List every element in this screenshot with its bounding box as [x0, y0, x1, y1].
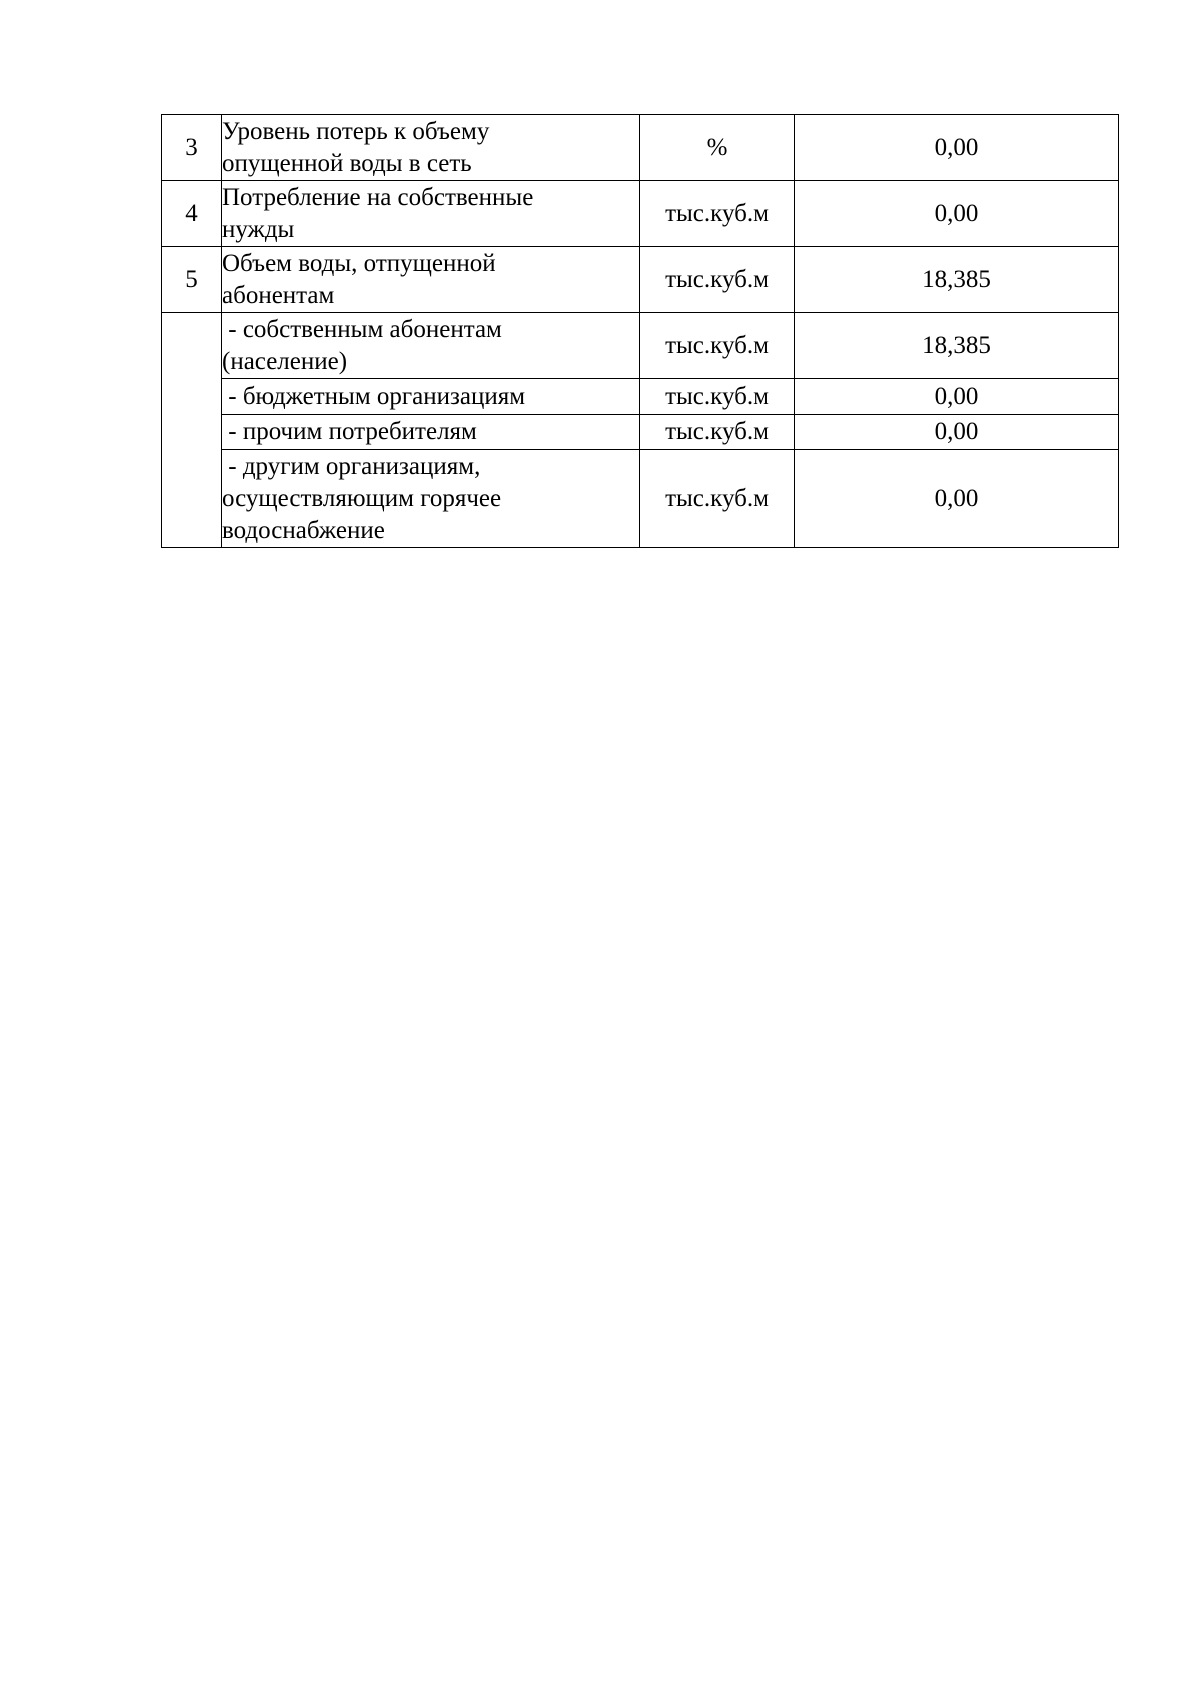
value-cell: 18,385	[795, 313, 1119, 379]
value-cell: 0,00	[795, 415, 1119, 450]
indicator-name	[222, 115, 640, 181]
unit-cell: %	[640, 115, 795, 181]
indicator-name-line: Объем воды, отпущенной	[222, 249, 496, 277]
subindicator-name-line: - собственным абонентам	[222, 315, 502, 343]
row-number: 3	[162, 115, 222, 181]
unit-cell: тыс.куб.м	[640, 450, 795, 548]
unit-cell: тыс.куб.м	[640, 247, 795, 313]
indicator-name-line: абонентам	[222, 281, 335, 309]
indicator-name	[222, 181, 640, 247]
water-balance-table	[161, 114, 1119, 548]
subindicator-name-line: (население)	[222, 347, 348, 375]
table-subrow	[162, 450, 1119, 548]
subindicator-name-line: водоснабжение	[222, 516, 385, 544]
unit-cell: тыс.куб.м	[640, 379, 795, 415]
row-number: 4	[162, 181, 222, 247]
value-cell: 0,00	[795, 181, 1119, 247]
indicator-name-line: Уровень потерь к объему	[222, 117, 490, 145]
indicator-name-line: опущенной воды в сеть	[222, 149, 472, 177]
unit-cell: тыс.куб.м	[640, 415, 795, 450]
value-cell: 0,00	[795, 115, 1119, 181]
unit-cell: тыс.куб.м	[640, 181, 795, 247]
table-subrow	[162, 379, 1119, 415]
indicator-name-line: нужды	[222, 215, 295, 243]
subindicator-name	[222, 313, 640, 379]
subindicator-name-line: осуществляющим горячее	[222, 484, 502, 512]
table-row	[162, 115, 1119, 181]
subindicator-name	[222, 415, 640, 450]
table-subrow	[162, 313, 1119, 379]
subindicator-name-line: - другим организациям,	[222, 452, 481, 480]
table-row	[162, 181, 1119, 247]
subindicator-name	[222, 379, 640, 415]
value-cell: 18,385	[795, 247, 1119, 313]
unit-cell: тыс.куб.м	[640, 313, 795, 379]
subindicator-name	[222, 450, 640, 548]
row-number: 5	[162, 247, 222, 313]
value-cell: 0,00	[795, 379, 1119, 415]
table-row	[162, 247, 1119, 313]
value-cell: 0,00	[795, 450, 1119, 548]
subindicator-name-line: - бюджетным организациям	[222, 382, 526, 410]
table-subrow	[162, 415, 1119, 450]
subindicator-name-line: - прочим потребителям	[222, 418, 477, 445]
indicator-name	[222, 247, 640, 313]
empty-number-cell	[162, 313, 222, 548]
indicator-name-line: Потребление на собственные	[222, 183, 534, 211]
